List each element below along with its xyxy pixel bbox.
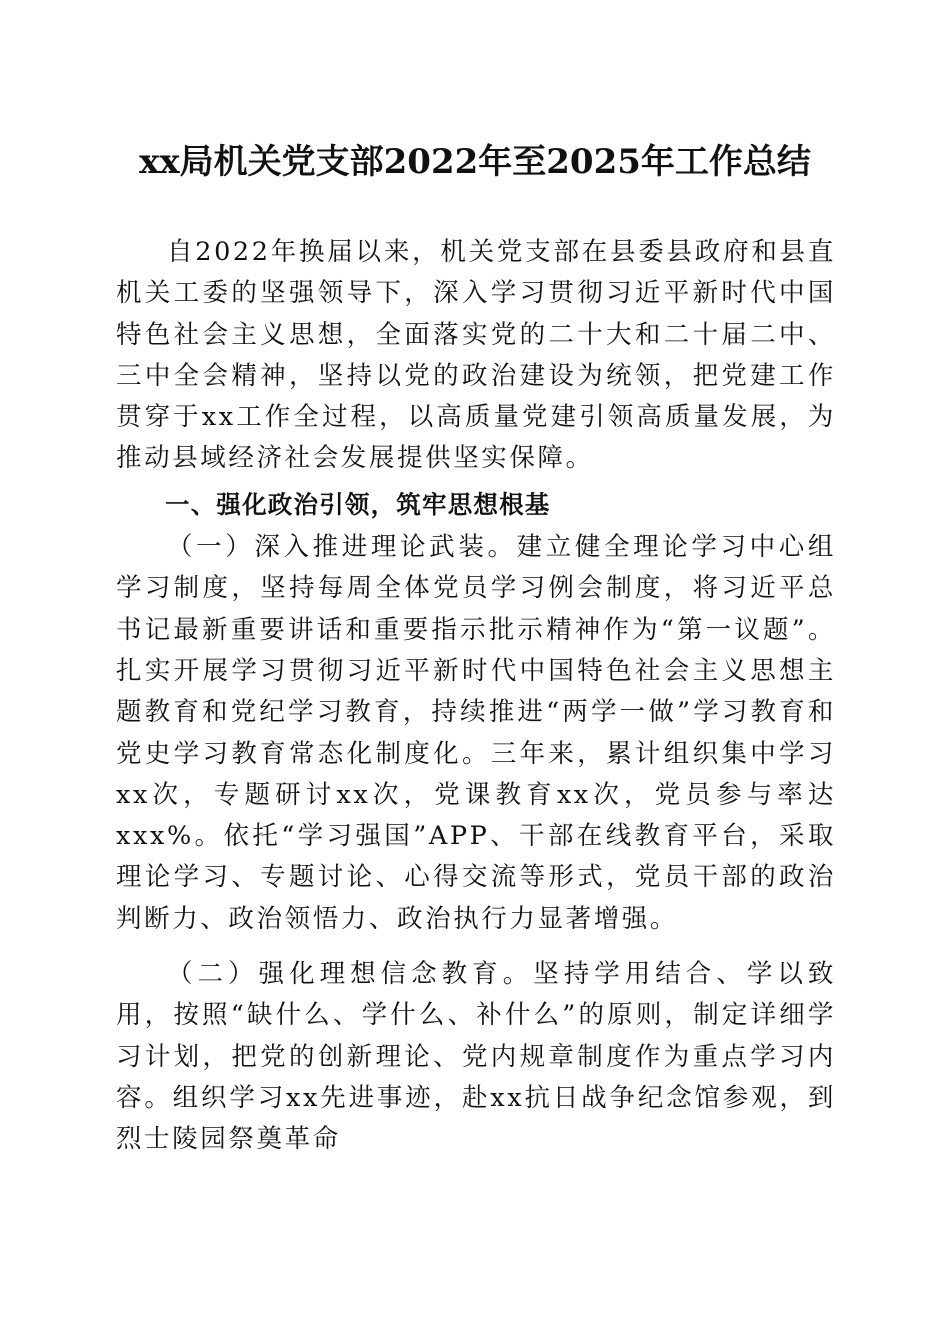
subsection-paragraph-2 xyxy=(116,954,836,1160)
document-title: xx局机关党支部2022年至2025年工作总结 xyxy=(139,142,811,182)
subsection-lead-2: （二）强化理想信念教育。 xyxy=(167,959,534,990)
subsection-body-2: 坚持学用结合、学以致用，按照“缺什么、学什么、补什么”的原则，制定详细学习计划，把党的创新理论、党内规章制度作为重点学习内容。组织学习xx先进事迹，赴xx抗日战争纪念馆参观，到烈士陵园祭奠革命 xyxy=(116,959,836,1155)
section-heading-1: 一、强化政治引领，筑牢思想根基 xyxy=(165,489,551,519)
subsection-lead-1: （一）深入推进理论武装。 xyxy=(167,532,517,563)
document-body xyxy=(116,232,836,1161)
subsection-paragraph-1 xyxy=(116,527,836,940)
intro-paragraph: 自2022年换届以来，机关党支部在县委县政府和县直机关工委的坚强领导下，深入学习贯彻习近平新时代中国特色社会主义思想，全面落实党的二十大和二十届二中、三中全会精神，坚持以党的政治建设为统领，把党建工作贯穿于xx工作全过程，以高质量党建引领高质量发展，为推动县域经济社会发展提供坚实保障。 xyxy=(116,237,836,474)
subsection-body-1: 建立健全理论学习中心组学习制度，坚持每周全体党员学习例会制度，将习近平总书记最新重要讲话和重要指示批示精神作为“第一议题”。扎实开展学习贯彻习近平新时代中国特色社会主义思想主题教育和党纪学习教育，持续推进“两学一做”学习教育和党史学习教育常态化制度化。三年来，累计组织集中学习xx次，专题研讨xx次，党课教育xx次，党员参与率达xxx%。依托“学习强国”APP、干部在线教育平台，采取理论学习、专题讨论、心得交流等形式，党员干部的政治判断力、政治领悟力、政治执行力显著增强。 xyxy=(116,532,836,934)
